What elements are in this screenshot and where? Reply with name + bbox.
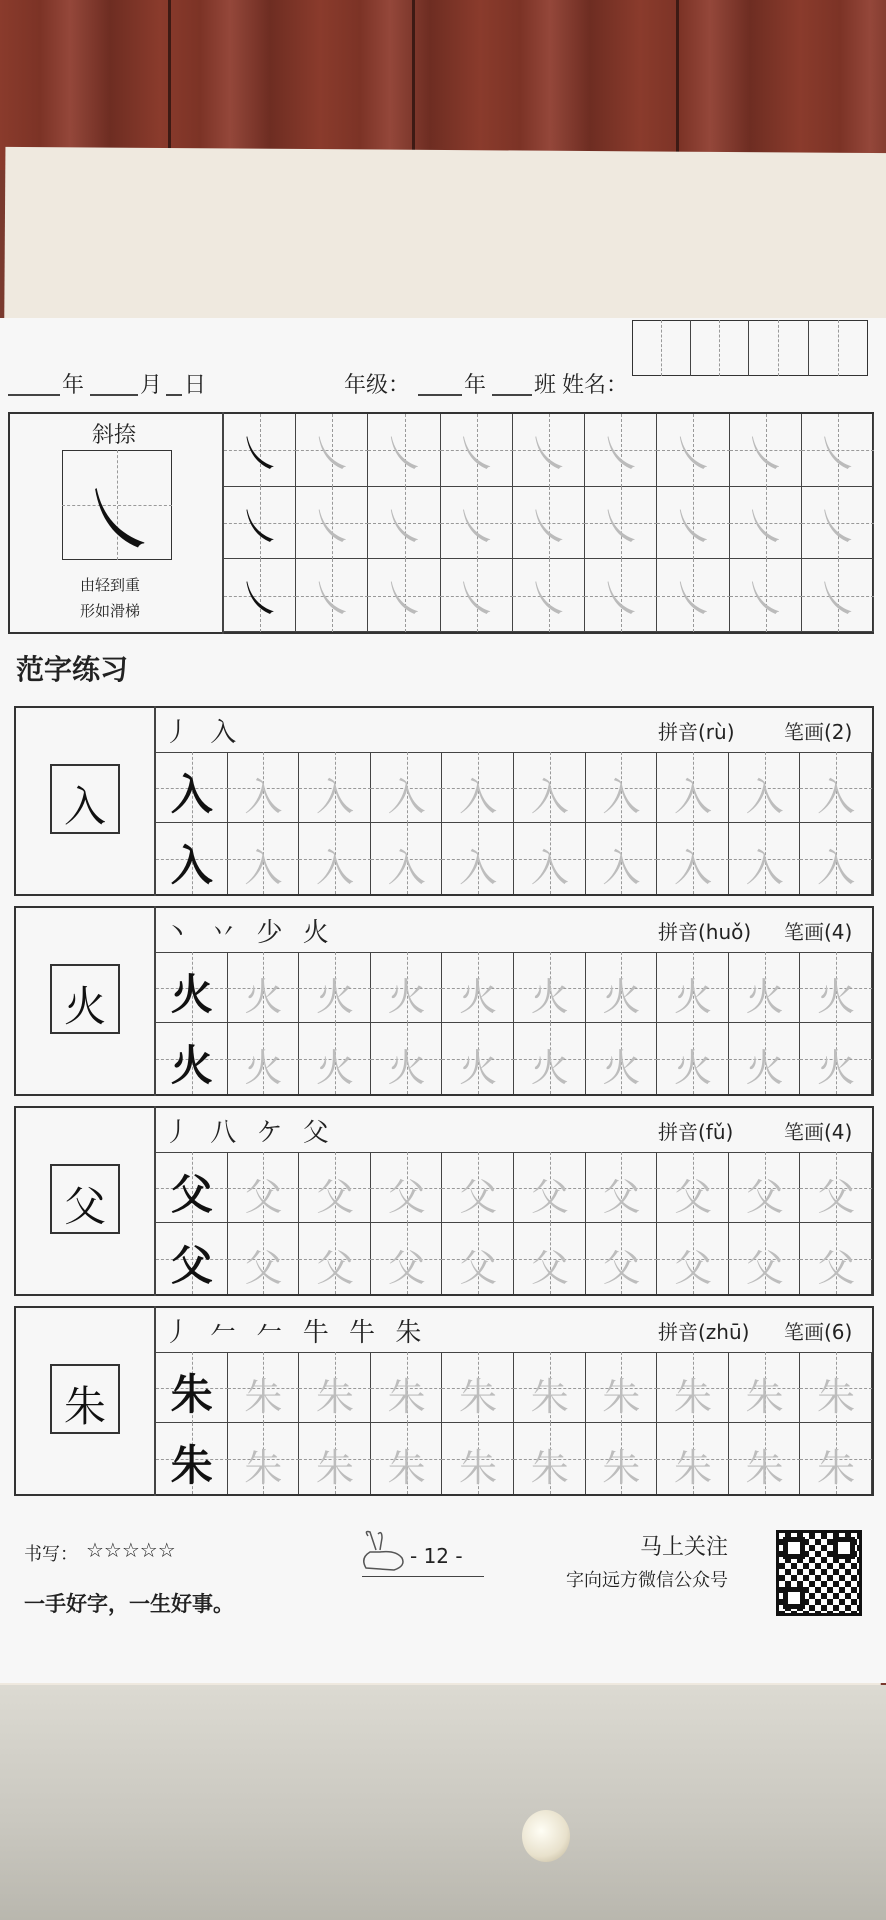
trace-char: 入 bbox=[673, 775, 712, 819]
year-blank[interactable] bbox=[8, 394, 60, 396]
practice-cell[interactable] bbox=[156, 1023, 228, 1094]
trace-char: 入 bbox=[817, 775, 856, 819]
trace-char: 火 bbox=[315, 975, 354, 1019]
stroke-trace: ㇏ bbox=[526, 574, 571, 626]
practice-cell[interactable] bbox=[729, 1223, 801, 1294]
practice-cell[interactable] bbox=[299, 1352, 371, 1423]
model-char: 朱 bbox=[63, 1382, 106, 1431]
practice-cell[interactable] bbox=[800, 1023, 872, 1094]
trace-char: 入 bbox=[244, 846, 283, 890]
practice-cell[interactable] bbox=[299, 823, 371, 894]
trace-char: 火 bbox=[459, 1046, 498, 1090]
stroke-trace: ㇏ bbox=[454, 429, 499, 480]
stroke-order: 丿 八 ケ 父 bbox=[164, 1118, 335, 1148]
stroke-trace: ㇏ bbox=[238, 574, 283, 626]
trace-char: 父 bbox=[745, 1175, 784, 1219]
wooden-background bbox=[0, 0, 886, 170]
trace-char: 父 bbox=[530, 1246, 569, 1290]
trace-char: 火 bbox=[244, 1046, 283, 1090]
follow-title: 马上关注 bbox=[640, 1535, 729, 1560]
practice-cell[interactable] bbox=[442, 1223, 514, 1294]
practice-cell[interactable] bbox=[371, 1423, 443, 1494]
practice-cell[interactable] bbox=[586, 823, 658, 894]
practice-cell[interactable] bbox=[729, 1152, 801, 1223]
practice-cell[interactable] bbox=[442, 1423, 514, 1494]
practice-cell[interactable] bbox=[228, 952, 300, 1023]
trace-char: 入 bbox=[530, 775, 569, 819]
name-grid-line bbox=[690, 320, 691, 376]
practice-cell[interactable] bbox=[299, 1423, 371, 1494]
pinyin: 拼音(zhū) bbox=[658, 1320, 750, 1344]
practice-cell[interactable] bbox=[657, 1223, 729, 1294]
trace-char: 父 bbox=[602, 1246, 641, 1290]
class-blank[interactable] bbox=[492, 394, 532, 396]
trace-char: 火 bbox=[817, 1046, 856, 1090]
trace-char: 入 bbox=[387, 846, 426, 890]
stroke-trace: ㇏ bbox=[671, 501, 716, 553]
stroke-practice-cell[interactable] bbox=[513, 414, 585, 487]
trace-char: 火 bbox=[530, 1046, 569, 1090]
trace-char: 父 bbox=[244, 1246, 283, 1290]
stroke-trace: ㇏ bbox=[599, 501, 644, 553]
fabric-background bbox=[0, 1685, 886, 1920]
practice-cell[interactable] bbox=[156, 1223, 228, 1294]
model-char-box bbox=[50, 1164, 120, 1234]
trace-char: 朱 bbox=[530, 1446, 569, 1490]
stroke-practice-cell[interactable] bbox=[368, 559, 440, 632]
stroke-order: 丶 丷 少 火 bbox=[164, 918, 335, 948]
stroke-trace: ㇏ bbox=[238, 501, 283, 553]
stroke-trace: ㇏ bbox=[599, 429, 644, 480]
model-char-box bbox=[50, 1364, 120, 1434]
trace-char: 父 bbox=[602, 1175, 641, 1219]
section-title: 范字练习 bbox=[16, 653, 129, 686]
plank-gap bbox=[676, 0, 679, 170]
name-grid bbox=[632, 320, 868, 376]
stroke-trace: ㇏ bbox=[526, 429, 571, 480]
stroke-practice-cell[interactable] bbox=[802, 414, 874, 487]
class-label: 班 bbox=[534, 373, 557, 398]
stroke-practice-cell[interactable] bbox=[296, 414, 368, 487]
trace-char: 火 bbox=[387, 1046, 426, 1090]
stroke-practice-cell[interactable] bbox=[513, 487, 585, 560]
trace-char: 入 bbox=[530, 846, 569, 890]
stroke-count: 笔画(4) bbox=[784, 920, 853, 944]
trace-char: 火 bbox=[530, 975, 569, 1019]
practice-cell[interactable] bbox=[657, 1352, 729, 1423]
follow-subtitle: 字向远方微信公众号 bbox=[566, 1570, 728, 1591]
practice-cell[interactable] bbox=[586, 1423, 658, 1494]
practice-cell[interactable] bbox=[299, 1152, 371, 1223]
model-char-bold: 父 bbox=[170, 1170, 213, 1219]
practice-cell[interactable] bbox=[228, 1152, 300, 1223]
stroke-trace: ㇏ bbox=[743, 574, 788, 626]
trace-char: 朱 bbox=[817, 1446, 856, 1490]
pinyin: 拼音(huǒ) bbox=[658, 920, 752, 944]
practice-cell[interactable] bbox=[729, 752, 801, 823]
practice-cell[interactable] bbox=[657, 1152, 729, 1223]
practice-cell[interactable] bbox=[800, 1152, 872, 1223]
trace-char: 父 bbox=[745, 1246, 784, 1290]
practice-cell[interactable] bbox=[299, 1223, 371, 1294]
trace-char: 朱 bbox=[459, 1375, 498, 1419]
trace-char: 入 bbox=[387, 775, 426, 819]
qr-finder bbox=[783, 1587, 805, 1609]
trace-char: 入 bbox=[459, 846, 498, 890]
practice-cell[interactable] bbox=[228, 1223, 300, 1294]
model-char-bold: 朱 bbox=[170, 1370, 213, 1419]
grade-blank[interactable] bbox=[418, 394, 462, 396]
trace-char: 朱 bbox=[673, 1375, 712, 1419]
stroke-practice-cell[interactable] bbox=[296, 559, 368, 632]
name-grid-dash bbox=[778, 320, 779, 376]
practice-cell[interactable] bbox=[729, 1352, 801, 1423]
trace-char: 父 bbox=[817, 1175, 856, 1219]
practice-cell[interactable] bbox=[228, 1352, 300, 1423]
stroke-practice-cell[interactable] bbox=[441, 414, 513, 487]
practice-cell[interactable] bbox=[156, 1152, 228, 1223]
stroke-trace: ㇏ bbox=[599, 574, 644, 626]
practice-cell[interactable] bbox=[729, 952, 801, 1023]
stroke-tip-1: 由轻到重 bbox=[80, 576, 141, 594]
practice-cell[interactable] bbox=[228, 752, 300, 823]
trace-char: 父 bbox=[315, 1175, 354, 1219]
trace-char: 父 bbox=[530, 1175, 569, 1219]
stroke-name: 斜捺 bbox=[92, 423, 137, 448]
stroke-trace: ㇏ bbox=[310, 501, 355, 553]
trace-char: 朱 bbox=[602, 1446, 641, 1490]
stroke-practice-cell[interactable] bbox=[730, 559, 802, 632]
practice-cell[interactable] bbox=[657, 823, 729, 894]
stroke-practice-cell[interactable] bbox=[368, 487, 440, 560]
model-char-bold: 朱 bbox=[170, 1441, 213, 1490]
month-blank[interactable] bbox=[90, 394, 138, 396]
practice-cell[interactable] bbox=[514, 752, 586, 823]
day-blank[interactable] bbox=[166, 394, 182, 396]
trace-char: 入 bbox=[459, 775, 498, 819]
model-char-bold: 入 bbox=[170, 841, 213, 890]
practice-cell[interactable] bbox=[371, 1023, 443, 1094]
trace-char: 火 bbox=[817, 975, 856, 1019]
stroke-practice-cell[interactable] bbox=[730, 487, 802, 560]
practice-cell[interactable] bbox=[371, 752, 443, 823]
practice-cell[interactable] bbox=[586, 1223, 658, 1294]
year-label: 年 bbox=[62, 373, 85, 398]
stroke-practice-cell[interactable] bbox=[224, 487, 296, 560]
stroke-count: 笔画(2) bbox=[784, 720, 853, 744]
practice-cell[interactable] bbox=[800, 752, 872, 823]
practice-cell[interactable] bbox=[729, 1023, 801, 1094]
trace-char: 朱 bbox=[315, 1446, 354, 1490]
worksheet-page bbox=[0, 318, 886, 1683]
trace-char: 火 bbox=[602, 975, 641, 1019]
trace-char: 火 bbox=[745, 1046, 784, 1090]
grade-label: 年级： bbox=[344, 373, 411, 398]
pinyin: 拼音(fǔ) bbox=[658, 1120, 734, 1144]
trace-char: 火 bbox=[673, 975, 712, 1019]
name-grid-dash bbox=[719, 320, 720, 376]
trace-char: 入 bbox=[244, 775, 283, 819]
trace-char: 火 bbox=[745, 975, 784, 1019]
practice-cell[interactable] bbox=[514, 823, 586, 894]
pinyin: 拼音(rù) bbox=[658, 720, 735, 744]
name-grid-line bbox=[748, 320, 749, 376]
stroke-practice-cell[interactable] bbox=[224, 559, 296, 632]
practice-cell[interactable] bbox=[586, 1152, 658, 1223]
practice-cell[interactable] bbox=[800, 1423, 872, 1494]
practice-cell[interactable] bbox=[371, 1352, 443, 1423]
stroke-trace: ㇏ bbox=[815, 429, 860, 480]
stroke-trace: ㇏ bbox=[815, 501, 860, 553]
stroke-practice-cell[interactable] bbox=[224, 414, 296, 487]
trace-char: 火 bbox=[459, 975, 498, 1019]
trace-char: 朱 bbox=[387, 1446, 426, 1490]
trace-char: 朱 bbox=[745, 1375, 784, 1419]
practice-cell[interactable] bbox=[156, 952, 228, 1023]
trace-char: 父 bbox=[387, 1175, 426, 1219]
trace-char: 入 bbox=[745, 775, 784, 819]
stroke-practice-cell[interactable] bbox=[802, 487, 874, 560]
practice-cell[interactable] bbox=[657, 1023, 729, 1094]
practice-cell[interactable] bbox=[228, 1423, 300, 1494]
practice-cell[interactable] bbox=[371, 1223, 443, 1294]
stroke-practice-cell[interactable] bbox=[802, 559, 874, 632]
model-char-bold: 父 bbox=[170, 1241, 213, 1290]
practice-cell[interactable] bbox=[156, 823, 228, 894]
stroke-trace: ㇏ bbox=[671, 429, 716, 480]
model-char-bold: 火 bbox=[170, 1041, 213, 1090]
name-grid-line bbox=[808, 320, 809, 376]
stroke-tip-2: 形如滑梯 bbox=[80, 602, 141, 620]
model-char-box bbox=[50, 964, 120, 1034]
stroke-trace: ㇏ bbox=[382, 574, 427, 626]
practice-cell[interactable] bbox=[514, 1423, 586, 1494]
qr-finder bbox=[833, 1537, 855, 1559]
practice-cell[interactable] bbox=[586, 952, 658, 1023]
stroke-trace: ㇏ bbox=[310, 574, 355, 626]
stroke-order: 丿 𠂉 𠂉 牛 牛 朱 bbox=[164, 1318, 428, 1348]
page-underline bbox=[362, 1576, 484, 1577]
practice-cell[interactable] bbox=[586, 752, 658, 823]
model-char: 入 bbox=[63, 782, 106, 831]
trace-char: 火 bbox=[315, 1046, 354, 1090]
button-ornament bbox=[522, 1810, 570, 1862]
stroke-trace: ㇏ bbox=[815, 574, 860, 626]
day-label: 日 bbox=[184, 373, 207, 398]
stroke-practice-cell[interactable] bbox=[585, 559, 657, 632]
practice-cell[interactable] bbox=[657, 1423, 729, 1494]
practice-cell[interactable] bbox=[729, 1423, 801, 1494]
stroke-practice-cell[interactable] bbox=[585, 487, 657, 560]
trace-char: 父 bbox=[673, 1175, 712, 1219]
practice-cell[interactable] bbox=[299, 1023, 371, 1094]
name-grid-dash bbox=[661, 320, 662, 376]
plank-gap bbox=[168, 0, 171, 170]
stroke-count: 笔画(4) bbox=[784, 1120, 853, 1144]
practice-cell[interactable] bbox=[514, 1352, 586, 1423]
trace-char: 入 bbox=[602, 775, 641, 819]
trace-char: 父 bbox=[244, 1175, 283, 1219]
rating-stars[interactable]: ☆☆☆☆☆ bbox=[86, 1538, 176, 1562]
trace-char: 入 bbox=[817, 846, 856, 890]
stroke-demo-glyph: ㇏ bbox=[80, 474, 160, 567]
rabbit-icon bbox=[354, 1528, 414, 1580]
stroke-order: 丿 入 bbox=[164, 718, 243, 748]
model-char: 火 bbox=[63, 982, 106, 1031]
stroke-count: 笔画(6) bbox=[784, 1320, 853, 1344]
trace-char: 朱 bbox=[244, 1375, 283, 1419]
trace-char: 父 bbox=[387, 1246, 426, 1290]
stroke-trace: ㇏ bbox=[743, 501, 788, 553]
month-label: 月 bbox=[140, 373, 163, 398]
trace-char: 父 bbox=[673, 1246, 712, 1290]
model-char-bold: 入 bbox=[170, 770, 213, 819]
practice-cell[interactable] bbox=[442, 1152, 514, 1223]
practice-cell[interactable] bbox=[514, 1152, 586, 1223]
practice-cell[interactable] bbox=[586, 1023, 658, 1094]
trace-char: 朱 bbox=[817, 1375, 856, 1419]
practice-cell[interactable] bbox=[514, 952, 586, 1023]
trace-char: 入 bbox=[315, 775, 354, 819]
model-char-bold: 火 bbox=[170, 970, 213, 1019]
practice-cell[interactable] bbox=[514, 1023, 586, 1094]
trace-char: 父 bbox=[315, 1246, 354, 1290]
model-char: 父 bbox=[63, 1182, 106, 1231]
stroke-trace: ㇏ bbox=[382, 429, 427, 480]
trace-char: 朱 bbox=[244, 1446, 283, 1490]
writing-label: 书写： bbox=[24, 1544, 78, 1565]
practice-cell[interactable] bbox=[156, 752, 228, 823]
slogan: 一手好字，一生好事。 bbox=[24, 1592, 234, 1616]
practice-cell[interactable] bbox=[586, 1352, 658, 1423]
stroke-practice-cell[interactable] bbox=[585, 414, 657, 487]
stroke-trace: ㇏ bbox=[238, 429, 283, 480]
stroke-practice-cell[interactable] bbox=[657, 559, 729, 632]
trace-char: 朱 bbox=[530, 1375, 569, 1419]
practice-cell[interactable] bbox=[442, 1023, 514, 1094]
practice-cell[interactable] bbox=[156, 1352, 228, 1423]
name-grid-dash bbox=[838, 320, 839, 376]
practice-cell[interactable] bbox=[228, 1023, 300, 1094]
trace-char: 入 bbox=[602, 846, 641, 890]
practice-cell[interactable] bbox=[299, 952, 371, 1023]
trace-char: 父 bbox=[817, 1246, 856, 1290]
trace-char: 朱 bbox=[315, 1375, 354, 1419]
practice-cell[interactable] bbox=[371, 952, 443, 1023]
trace-char: 火 bbox=[602, 1046, 641, 1090]
trace-char: 火 bbox=[387, 975, 426, 1019]
trace-char: 朱 bbox=[602, 1375, 641, 1419]
stroke-trace: ㇏ bbox=[454, 574, 499, 626]
trace-char: 父 bbox=[459, 1175, 498, 1219]
stroke-trace: ㇏ bbox=[454, 501, 499, 553]
stroke-practice-cell[interactable] bbox=[441, 487, 513, 560]
practice-cell[interactable] bbox=[442, 952, 514, 1023]
trace-char: 入 bbox=[745, 846, 784, 890]
practice-cell[interactable] bbox=[299, 752, 371, 823]
practice-cell[interactable] bbox=[514, 1223, 586, 1294]
grade-year-label: 年 bbox=[464, 373, 487, 398]
practice-cell[interactable] bbox=[800, 1223, 872, 1294]
practice-cell[interactable] bbox=[371, 1152, 443, 1223]
practice-cell[interactable] bbox=[442, 1352, 514, 1423]
trace-char: 朱 bbox=[459, 1446, 498, 1490]
stroke-trace: ㇏ bbox=[743, 429, 788, 480]
stroke-practice-cell[interactable] bbox=[513, 559, 585, 632]
stroke-trace: ㇏ bbox=[310, 429, 355, 480]
trace-char: 朱 bbox=[387, 1375, 426, 1419]
practice-cell[interactable] bbox=[371, 823, 443, 894]
trace-char: 入 bbox=[315, 846, 354, 890]
stroke-practice-cell[interactable] bbox=[296, 487, 368, 560]
stroke-trace: ㇏ bbox=[671, 574, 716, 626]
stroke-practice-cell[interactable] bbox=[730, 414, 802, 487]
stroke-trace: ㇏ bbox=[526, 501, 571, 553]
practice-cell[interactable] bbox=[800, 952, 872, 1023]
practice-cell[interactable] bbox=[442, 823, 514, 894]
practice-cell[interactable] bbox=[657, 952, 729, 1023]
trace-char: 火 bbox=[673, 1046, 712, 1090]
stroke-practice-cell[interactable] bbox=[441, 559, 513, 632]
practice-cell[interactable] bbox=[800, 823, 872, 894]
page-number: - 12 - bbox=[410, 1544, 463, 1568]
model-char-box bbox=[50, 764, 120, 834]
trace-char: 入 bbox=[673, 846, 712, 890]
stroke-trace: ㇏ bbox=[382, 501, 427, 553]
practice-cell[interactable] bbox=[657, 752, 729, 823]
qr-code[interactable] bbox=[776, 1530, 862, 1616]
stroke-practice-cell[interactable] bbox=[368, 414, 440, 487]
practice-cell[interactable] bbox=[729, 823, 801, 894]
name-label: 姓名： bbox=[562, 373, 629, 398]
trace-char: 父 bbox=[459, 1246, 498, 1290]
stroke-practice-cell[interactable] bbox=[657, 414, 729, 487]
trace-char: 朱 bbox=[745, 1446, 784, 1490]
practice-cell[interactable] bbox=[442, 752, 514, 823]
practice-cell[interactable] bbox=[156, 1423, 228, 1494]
trace-char: 火 bbox=[244, 975, 283, 1019]
qr-finder bbox=[783, 1537, 805, 1559]
practice-cell[interactable] bbox=[228, 823, 300, 894]
plank-gap bbox=[412, 0, 415, 170]
practice-cell[interactable] bbox=[800, 1352, 872, 1423]
trace-char: 朱 bbox=[673, 1446, 712, 1490]
stroke-practice-cell[interactable] bbox=[657, 487, 729, 560]
